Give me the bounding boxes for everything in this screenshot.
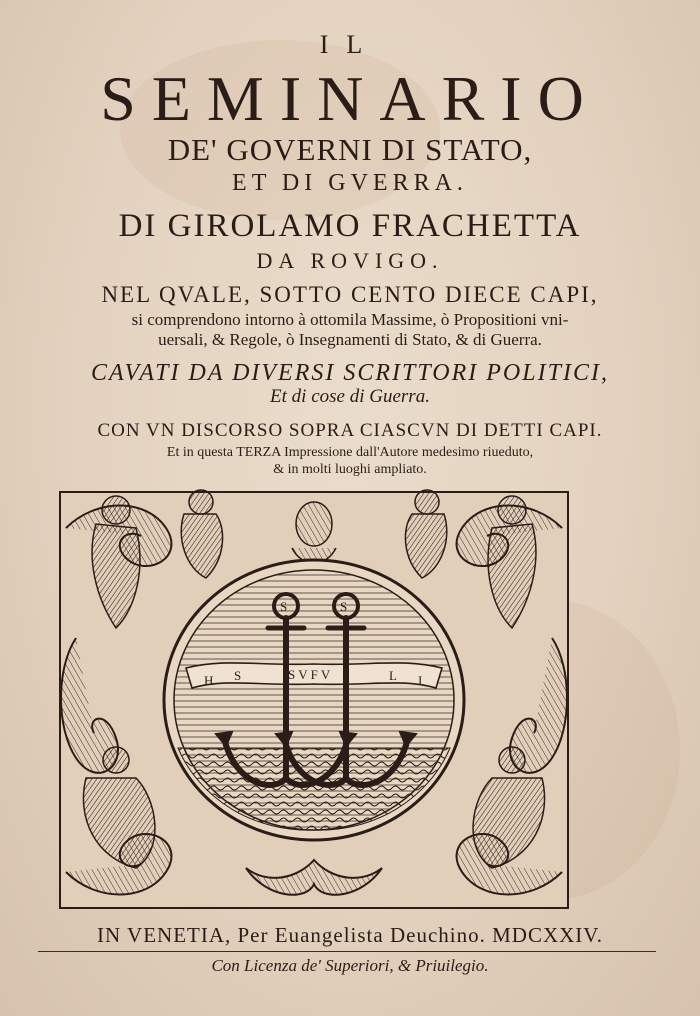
- subtitle-cavati: CAVATI DA DIVERSI SCRITTORI POLITICI,: [91, 360, 609, 386]
- subtitle-et-di-cose: Et di cose di Guerra.: [270, 386, 430, 407]
- ribbon-letter-h: H: [204, 673, 214, 688]
- title-seminario: SEMINARIO: [100, 63, 600, 134]
- author-origin: DA ROVIGO.: [256, 248, 444, 273]
- anchor-medallion: [164, 560, 464, 840]
- license-line: Con Licenza de' Superiori, & Priuilegio.: [211, 956, 489, 975]
- ribbon-motto: SVFV: [288, 667, 334, 682]
- subtitle-comprendono-1: si comprendono intorno à ottomila Massime, ò Propositioni vni-: [131, 310, 569, 329]
- subtitle-con-discorso: CON VN DISCORSO SOPRA CIASCVN DI DETTI CAPI.: [97, 420, 603, 441]
- author-name: DI GIROLAMO FRACHETTA: [118, 208, 582, 244]
- mask-ornament-top: [292, 502, 336, 563]
- anchor-ring-letter: S: [280, 599, 288, 614]
- title-guerra: ET DI GVERRA.: [232, 170, 468, 196]
- title-il: IL: [319, 30, 381, 59]
- subtitle-comprendono-2: uersali, & Regole, ò Insegnamenti di Stato, & di Guerra.: [158, 330, 542, 349]
- edition-note: Et in questa TERZA Impressione dall'Autore medesimo riueduto,: [166, 445, 534, 460]
- anchor-ring-letter: S: [340, 599, 348, 614]
- imprint-rule: [38, 951, 656, 952]
- imprint: IN VENETIA, Per Euangelista Deuchino. MDCXXIV.: [97, 923, 603, 947]
- title-governi: DE' GOVERNI DI STATO,: [167, 132, 533, 167]
- ribbon-letter-i: I: [418, 673, 423, 688]
- subtitle-nel-quale: NEL QVALE, SOTTO CENTO DIECE CAPI,: [101, 282, 599, 307]
- edition-note-ampliato: & in molti luoghi ampliato.: [273, 462, 427, 477]
- ribbon-letter-l: L: [389, 668, 397, 683]
- ribbon-letter-s: S: [234, 668, 242, 683]
- printer-device-woodcut: [56, 488, 572, 912]
